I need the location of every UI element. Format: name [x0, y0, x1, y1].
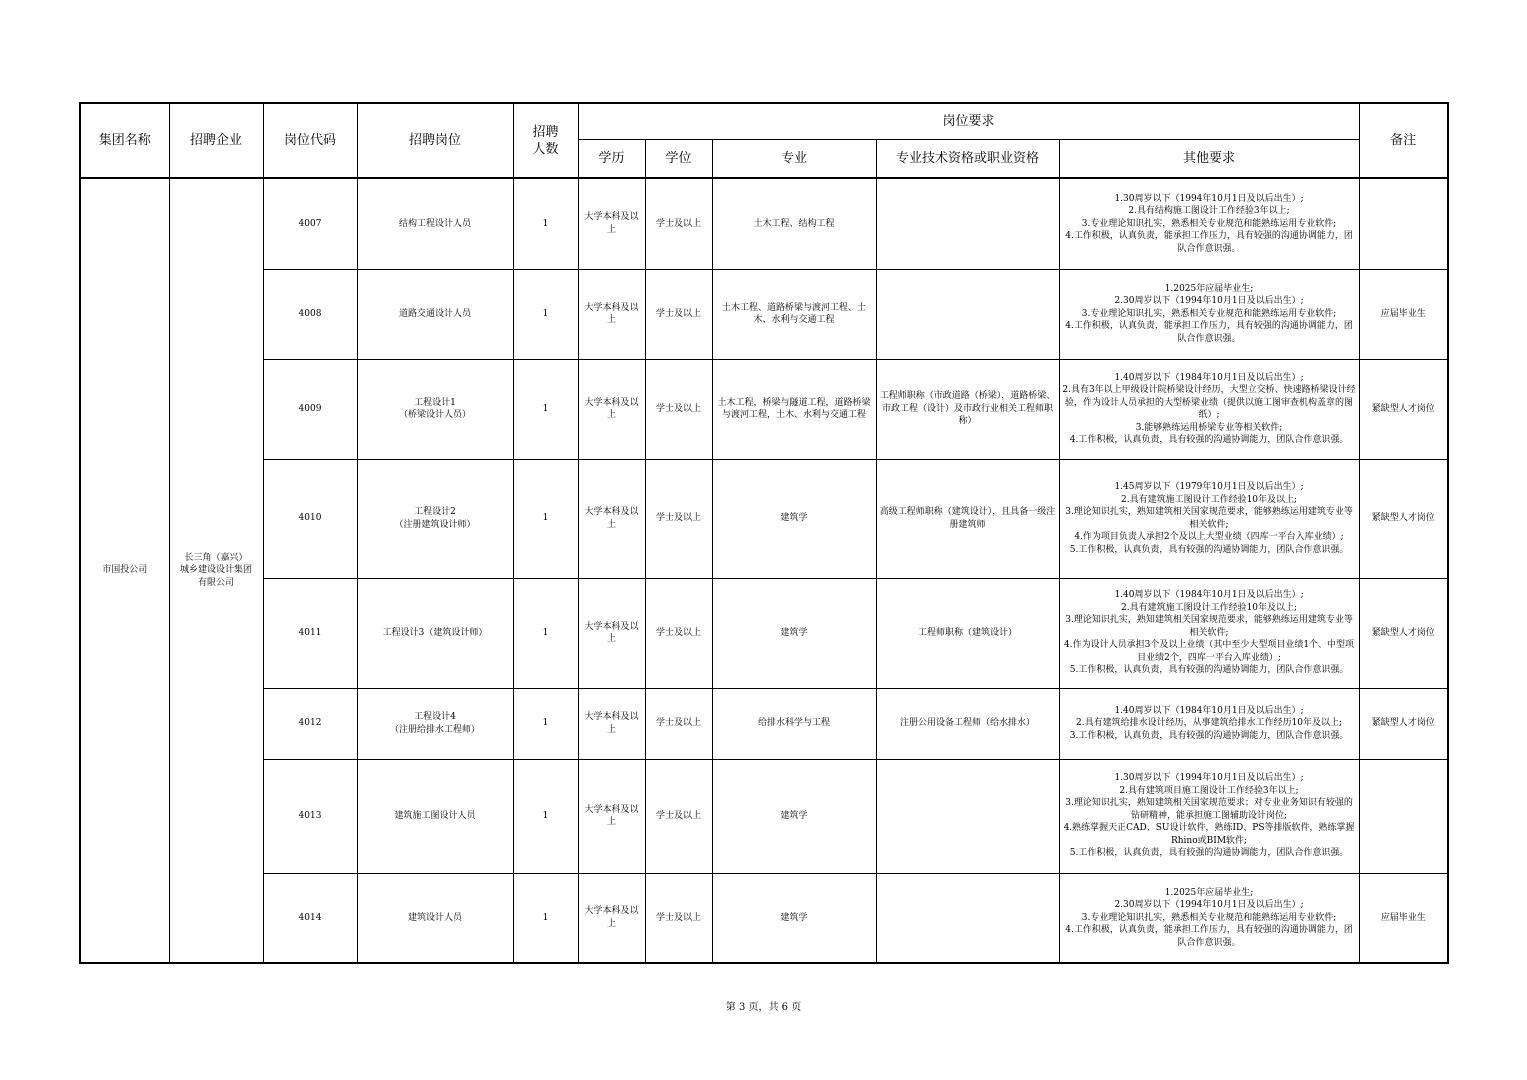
- table-row: [80, 759, 1448, 873]
- table-row: [80, 688, 1448, 759]
- degree: 学士及以上: [645, 873, 712, 963]
- remark: [1359, 178, 1448, 269]
- remark: 紧缺型人才岗位: [1359, 578, 1448, 688]
- recruit-count: 1: [513, 578, 578, 688]
- major: 土木工程，桥梁与隧道工程，道路桥梁与渡河工程，土木、水利与交通工程: [712, 359, 876, 459]
- table-row: [80, 578, 1448, 688]
- education: 大学本科及以上: [578, 688, 645, 759]
- recruit-count: 1: [513, 178, 578, 269]
- other-requirements: 1.2025年应届毕业生; 2.30周岁以下（1994年10月1日及以后出生）; 3.专业理论知识扎实，熟悉相关专业规范和能熟练运用专业软件; 4.工作积极，认真负责，能承担工作压力，具有较强的沟通协调能力，团队合作意识强。: [1059, 269, 1359, 359]
- header-row-1: [80, 103, 1448, 140]
- position-name: 工程设计1 （桥梁设计人员）: [357, 359, 513, 459]
- position-code: 4011: [263, 578, 357, 688]
- position-name: 工程设计4 （注册给排水工程师）: [357, 688, 513, 759]
- header-group: 集团名称: [80, 103, 169, 178]
- major: 建筑学: [712, 873, 876, 963]
- other-requirements: 1.30周岁以下（1994年10月1日及以后出生）; 2.具有结构施工图设计工作经验3年以上; 3.专业理论知识扎实，熟悉相关专业规范和能熟练运用专业软件; 4.工作积极，认真负责，能承担工作压力，具有较强的沟通协调能力，团队合作意识强。: [1059, 178, 1359, 269]
- table-body: [80, 178, 1448, 963]
- degree: 学士及以上: [645, 178, 712, 269]
- header-requirements: 岗位要求: [578, 103, 1359, 140]
- other-requirements: 1.30周岁以下（1994年10月1日及以后出生）; 2.具有建筑项目施工图设计工作经验3年以上; 3.理论知识扎实，熟知建筑相关国家规范要求；对专业业务知识有较强的钻研精神，能承担施工图辅助设计岗位; 4.熟练掌握天正CAD、SU设计软件，熟练ID、PS等排版软件，熟练掌握Rhino或BIM软件; 5.工作积极，认真负责，具有较强的沟通协调能力，团队合作意识强。: [1059, 759, 1359, 873]
- header-major: 专业: [712, 140, 876, 179]
- recruitment-table: [79, 102, 1449, 964]
- table-row: [80, 459, 1448, 578]
- recruit-count: 1: [513, 269, 578, 359]
- education: 大学本科及以上: [578, 269, 645, 359]
- remark: 紧缺型人才岗位: [1359, 359, 1448, 459]
- qualification: [876, 269, 1059, 359]
- education: 大学本科及以上: [578, 759, 645, 873]
- major: 给排水科学与工程: [712, 688, 876, 759]
- major: 土木工程、道路桥梁与渡河工程、土木、水利与交通工程: [712, 269, 876, 359]
- header-degree: 学位: [645, 140, 712, 179]
- table-row: [80, 873, 1448, 963]
- table-row: [80, 269, 1448, 359]
- education: 大学本科及以上: [578, 873, 645, 963]
- education: 大学本科及以上: [578, 578, 645, 688]
- degree: 学士及以上: [645, 359, 712, 459]
- qualification: 工程师职称（建筑设计）: [876, 578, 1059, 688]
- group-name-cell: 市国投公司: [80, 178, 169, 963]
- qualification: [876, 759, 1059, 873]
- header-other: 其他要求: [1059, 140, 1359, 179]
- qualification: 注册公用设备工程师（给水排水）: [876, 688, 1059, 759]
- degree: 学士及以上: [645, 759, 712, 873]
- education: 大学本科及以上: [578, 459, 645, 578]
- degree: 学士及以上: [645, 269, 712, 359]
- remark: 紧缺型人才岗位: [1359, 459, 1448, 578]
- position-code: 4013: [263, 759, 357, 873]
- degree: 学士及以上: [645, 578, 712, 688]
- position-name: 工程设计3（建筑设计师）: [357, 578, 513, 688]
- education: 大学本科及以上: [578, 178, 645, 269]
- remark: 紧缺型人才岗位: [1359, 688, 1448, 759]
- position-name: 建筑施工图设计人员: [357, 759, 513, 873]
- position-name: 工程设计2 （注册建筑设计师）: [357, 459, 513, 578]
- position-code: 4009: [263, 359, 357, 459]
- header-company: 招聘企业: [169, 103, 263, 178]
- recruit-count: 1: [513, 688, 578, 759]
- education: 大学本科及以上: [578, 359, 645, 459]
- position-code: 4014: [263, 873, 357, 963]
- position-code: 4012: [263, 688, 357, 759]
- header-code: 岗位代码: [263, 103, 357, 178]
- header-remark: 备注: [1359, 103, 1448, 178]
- major: 土木工程、结构工程: [712, 178, 876, 269]
- header-count: 招聘人数: [513, 103, 578, 178]
- other-requirements: 1.40周岁以下（1984年10月1日及以后出生）; 2.具有建筑施工图设计工作经验10年及以上; 3.理论知识扎实，熟知建筑相关国家规范要求，能够熟练运用建筑专业等相关软件; 4.作为设计人员承担3个及以上业绩（其中至少大型项目业绩1个、中型项目业绩2个，四库一平台入库业绩）; 5.工作积极，认真负责，具有较强的沟通协调能力，团队合作意识强。: [1059, 578, 1359, 688]
- table-row: [80, 359, 1448, 459]
- recruit-count: 1: [513, 459, 578, 578]
- header-qualification: 专业技术资格或职业资格: [876, 140, 1059, 179]
- table-row: [80, 178, 1448, 269]
- qualification: [876, 178, 1059, 269]
- header-education: 学历: [578, 140, 645, 179]
- other-requirements: 1.40周岁以下（1984年10月1日及以后出生）; 2.具有建筑给排水设计经历，从事建筑给排水工作经历10年及以上; 3.工作积极，认真负责，具有较强的沟通协调能力，团队合作意识强。: [1059, 688, 1359, 759]
- recruit-count: 1: [513, 873, 578, 963]
- position-code: 4007: [263, 178, 357, 269]
- position-code: 4008: [263, 269, 357, 359]
- recruit-count: 1: [513, 759, 578, 873]
- qualification: 工程师职称（市政道路（桥梁），道路桥梁、市政工程（设计）及市政行业相关工程师职称）: [876, 359, 1059, 459]
- degree: 学士及以上: [645, 688, 712, 759]
- table-header: [80, 103, 1448, 178]
- header-position: 招聘岗位: [357, 103, 513, 178]
- major: 建筑学: [712, 759, 876, 873]
- other-requirements: 1.45周岁以下（1979年10月1日及以后出生）; 2.具有建筑施工图设计工作经验10年及以上; 3.理论知识扎实，熟知建筑相关国家规范要求，能够熟练运用建筑专业等相关软件; 4.作为项目负责人承担2个及以上大型业绩（四库一平台入库业绩）; 5.工作积极，认真负责，具有较强的沟通协调能力，团队合作意识强。: [1059, 459, 1359, 578]
- page-number: 第 3 页，共 6 页: [725, 1002, 802, 1013]
- remark: 应届毕业生: [1359, 269, 1448, 359]
- qualification: [876, 873, 1059, 963]
- position-name: 结构工程设计人员: [357, 178, 513, 269]
- recruit-count: 1: [513, 359, 578, 459]
- remark: 应届毕业生: [1359, 873, 1448, 963]
- degree: 学士及以上: [645, 459, 712, 578]
- other-requirements: 1.2025年应届毕业生; 2.30周岁以下（1994年10月1日及以后出生）; 3.专业理论知识扎实，熟悉相关专业规范和能熟练运用专业软件; 4.工作积极，认真负责，能承担工作压力，具有较强的沟通协调能力，团队合作意识强。: [1059, 873, 1359, 963]
- qualification: 高级工程师职称（建筑设计），且具备一级注册建筑师: [876, 459, 1059, 578]
- other-requirements: 1.40周岁以下（1984年10月1日及以后出生）; 2.具有3年以上甲级设计院桥梁设计经历，大型立交桥、快速路桥梁设计经验，作为设计人员承担的大型桥梁业绩（提供以施工图审查机构盖章的图纸）; 3.能够熟练运用桥梁专业等相关软件; 4.工作积极，认真负责，具有较强的沟通协调能力，团队合作意识强。: [1059, 359, 1359, 459]
- major: 建筑学: [712, 459, 876, 578]
- position-name: 建筑设计人员: [357, 873, 513, 963]
- remark: [1359, 759, 1448, 873]
- company-name-cell: 长三角（嘉兴） 城乡建设设计集团 有限公司: [169, 178, 263, 963]
- position-code: 4010: [263, 459, 357, 578]
- position-name: 道路交通设计人员: [357, 269, 513, 359]
- major: 建筑学: [712, 578, 876, 688]
